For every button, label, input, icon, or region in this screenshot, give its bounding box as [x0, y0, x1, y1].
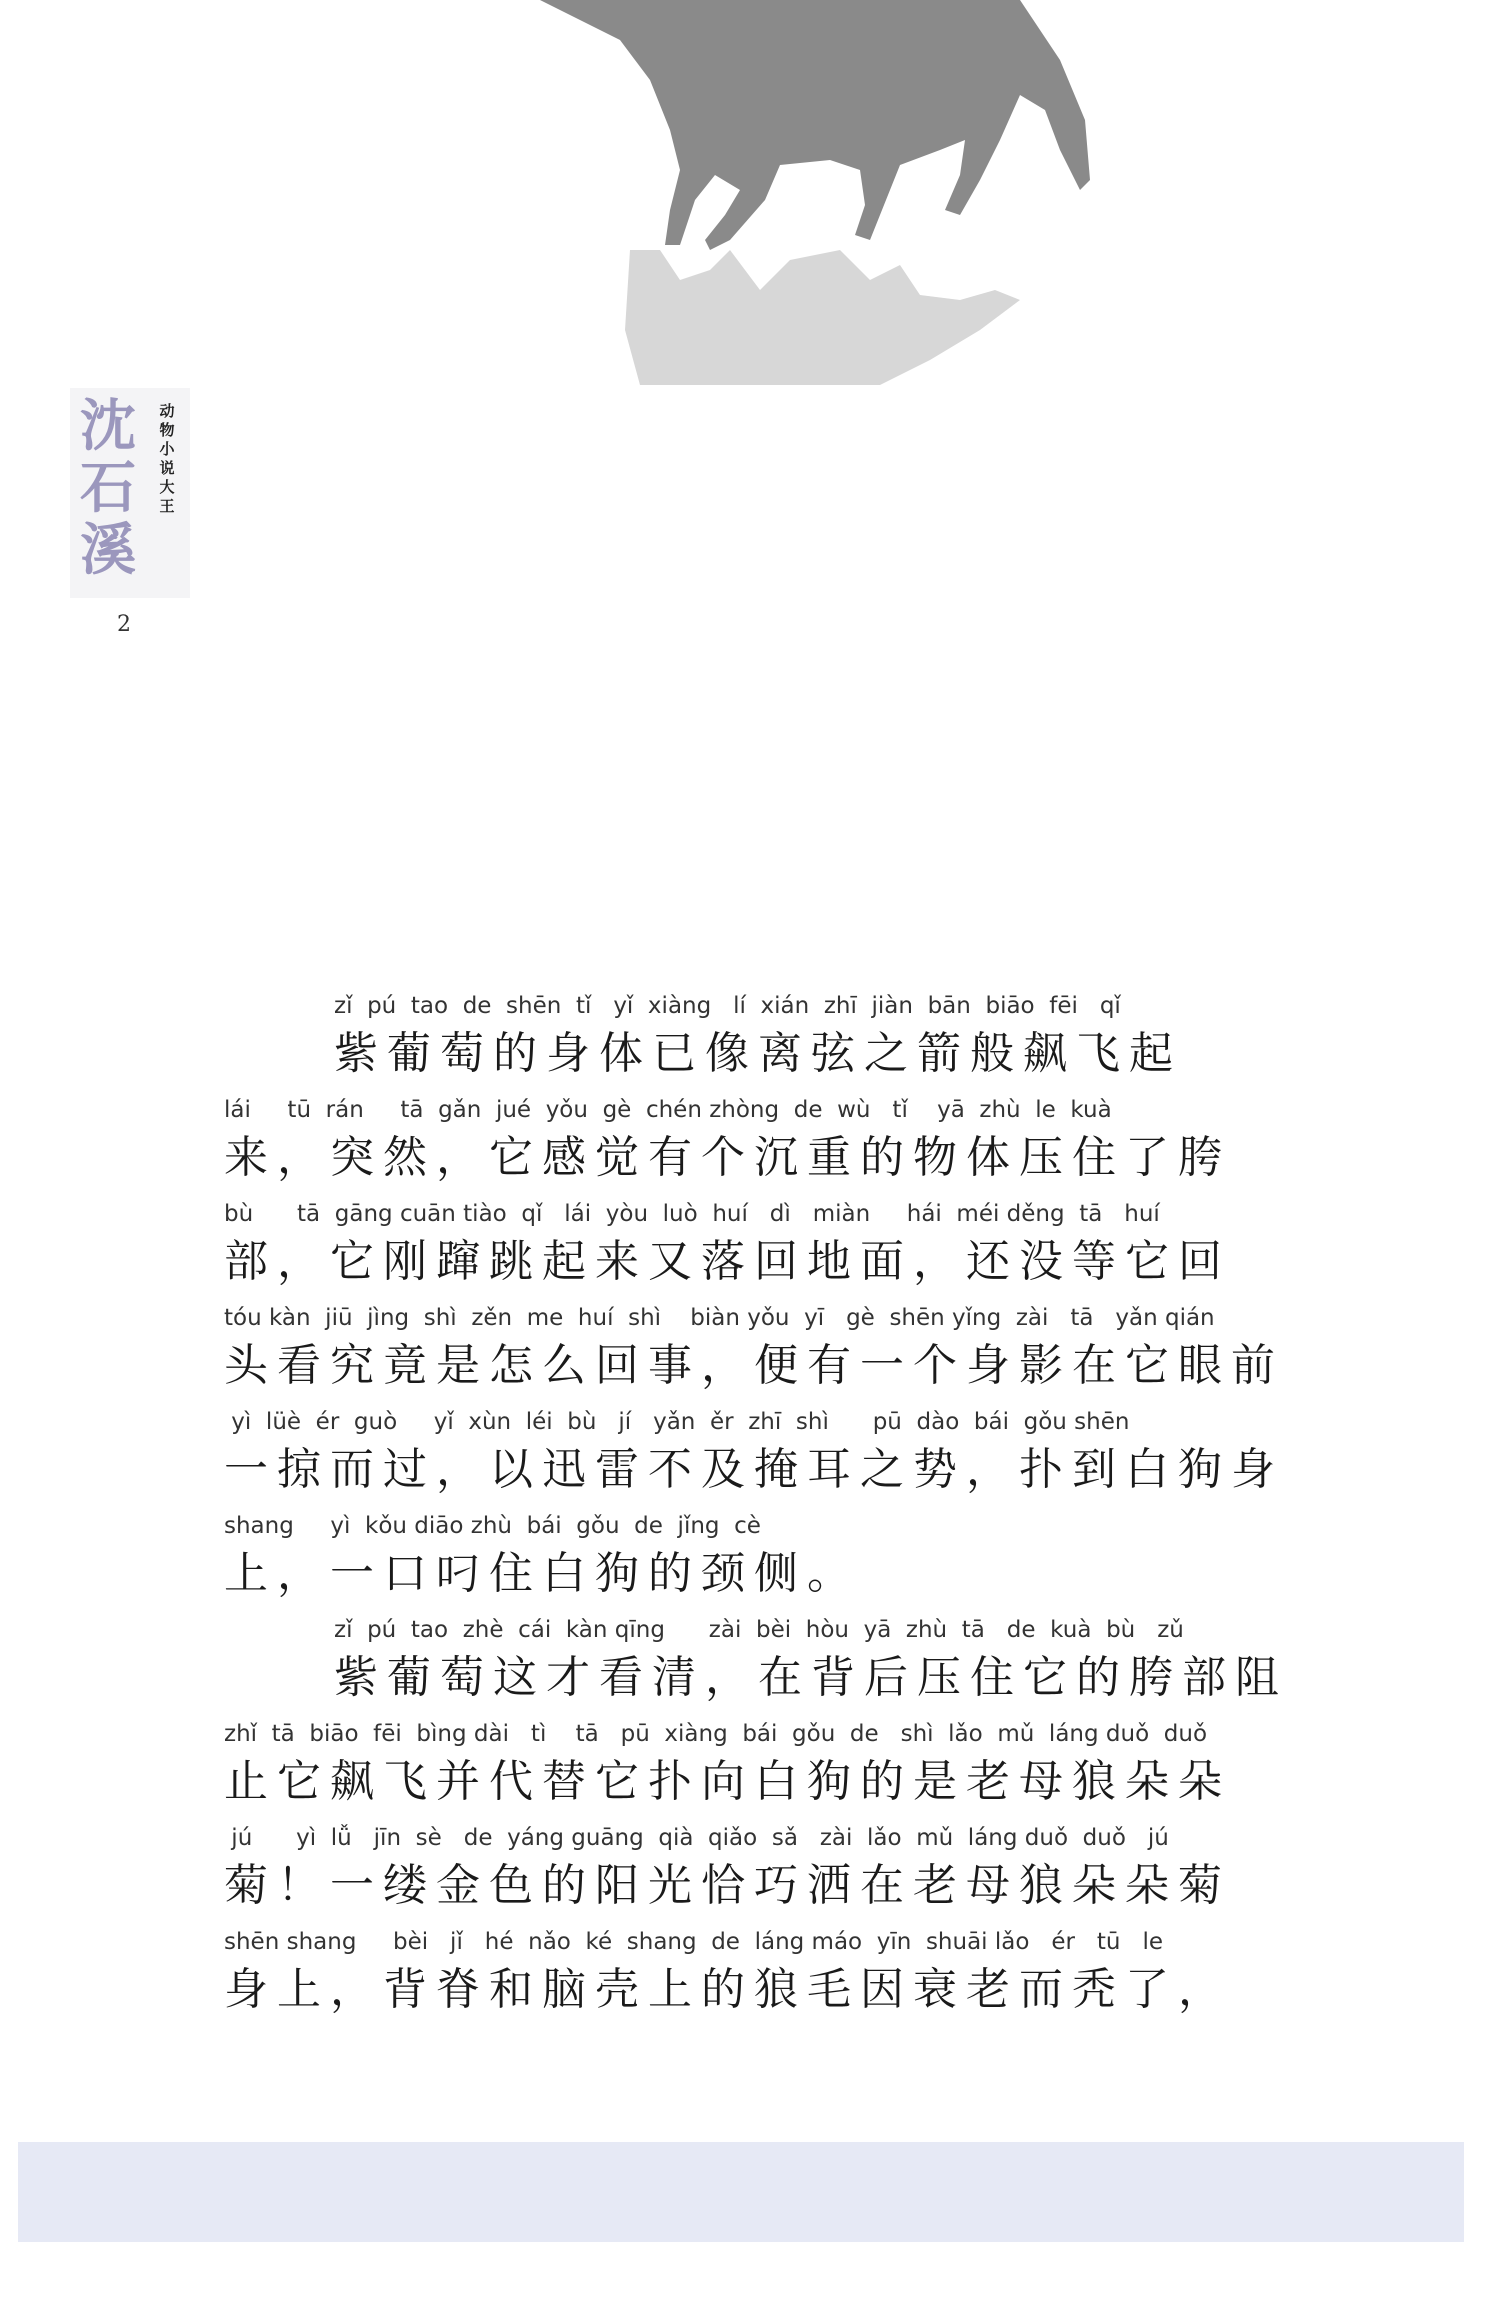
text-line — [224, 1924, 1264, 2028]
pinyin-line: yì lüè ér guò yǐ xùn léi bù jí yǎn ěr zhī shì pū dào bái gǒu shēn — [224, 1409, 1130, 1435]
text-line — [224, 1404, 1284, 1508]
page-number: 2 — [117, 612, 131, 637]
series-logo — [70, 388, 190, 598]
hanzi-line: 止它飙飞并代替它扑向白狗的是老母狼朵朵 — [224, 1756, 1231, 1807]
wolf-silhouette-icon — [540, 0, 1140, 400]
series-title: 动 物 小 说 大 王 — [159, 402, 175, 515]
pinyin-line: lái tū rán tā gǎn jué yǒu gè chén zhòng de wù tǐ yā zhù le kuà — [224, 1097, 1112, 1123]
story-text — [224, 988, 1288, 2028]
hanzi-line: 来，突然，它感觉有个沉重的物体压住了胯 — [224, 1132, 1231, 1183]
pinyin-line: shēn shang bèi jǐ hé nǎo ké shang de láng máo yīn shuāi lǎo ér tū le — [224, 1929, 1163, 1955]
hanzi-line: 紫葡萄的身体已像离弦之箭般飙飞起 — [334, 1028, 1182, 1079]
text-line — [224, 1196, 1264, 1300]
pinyin-line: bù tā gāng cuān tiào qǐ lái yòu luò huí dì miàn hái méi děng tā huí — [224, 1201, 1160, 1227]
text-line — [224, 1092, 1264, 1196]
pinyin-line: shang yì kǒu diāo zhù bái gǒu de jǐng cè — [224, 1513, 761, 1539]
pinyin-line: zǐ pú tao zhè cái kàn qīng zài bèi hòu yā zhù tā de kuà bù zǔ — [334, 1617, 1184, 1643]
hanzi-line: 紫葡萄这才看清，在背后压住它的胯部阻 — [334, 1652, 1288, 1703]
footer-band — [18, 2142, 1464, 2242]
hanzi-line: 部，它刚蹿跳起来又落回地面，还没等它回 — [224, 1236, 1231, 1287]
pinyin-line: tóu kàn jiū jìng shì zěn me huí shì biàn yǒu yī gè shēn yǐng zài tā yǎn qián — [224, 1305, 1215, 1331]
hanzi-line: 一掠而过，以迅雷不及掩耳之势，扑到白狗身 — [224, 1444, 1284, 1495]
hanzi-line: 身上，背脊和脑壳上的狼毛因衰老而秃了， — [224, 1964, 1231, 2015]
author-name: 沈 石 溪 — [80, 394, 136, 583]
text-line — [224, 988, 1264, 1092]
text-line — [224, 1820, 1264, 1924]
text-line — [224, 1612, 1288, 1716]
pinyin-line: zǐ pú tao de shēn tǐ yǐ xiàng lí xián zhī jiàn bān biāo fēi qǐ — [334, 993, 1121, 1019]
pinyin-line: jú yì lǚ jīn sè de yáng guāng qià qiǎo sǎ zài lǎo mǔ láng duǒ duǒ jú — [224, 1825, 1169, 1851]
hanzi-line: 上，一口叼住白狗的颈侧。 — [224, 1548, 860, 1599]
text-line — [224, 1716, 1264, 1820]
text-line — [224, 1300, 1284, 1404]
pinyin-line: zhǐ tā biāo fēi bìng dài tì tā pū xiàng bái gǒu de shì lǎo mǔ láng duǒ duǒ — [224, 1721, 1208, 1747]
text-line — [224, 1508, 1264, 1612]
hanzi-line: 头看究竟是怎么回事，便有一个身影在它眼前 — [224, 1340, 1284, 1391]
hanzi-line: 菊！一缕金色的阳光恰巧洒在老母狼朵朵菊 — [224, 1860, 1231, 1911]
